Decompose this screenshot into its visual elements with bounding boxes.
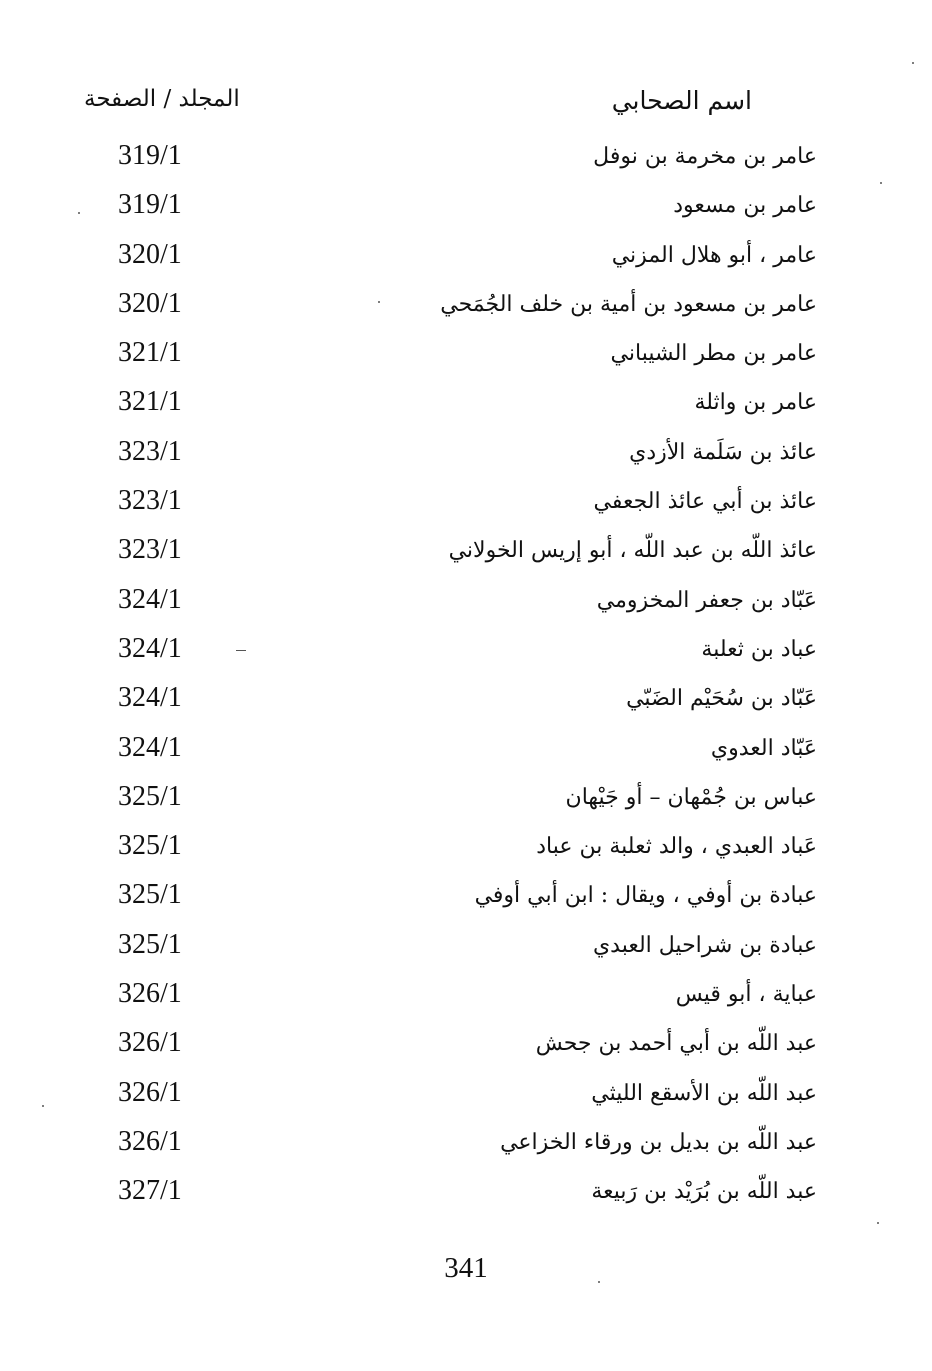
companion-name: عَباد العبدي ، والد ثعلبة بن عباد (536, 834, 817, 860)
volume-page-reference: 321/1 (118, 386, 182, 418)
volume-page-reference: 320/1 (118, 287, 182, 319)
volume-page-reference: 326/1 (118, 1027, 182, 1059)
volume-page-reference: 327/1 (118, 1175, 182, 1207)
list-item (0, 1075, 932, 1124)
list-item (0, 730, 932, 779)
list-item (0, 138, 932, 187)
table-header (0, 86, 932, 130)
list-item (0, 335, 932, 384)
volume-page-reference: 323/1 (118, 435, 182, 467)
list-item (0, 1025, 932, 1074)
volume-page-reference: 319/1 (118, 140, 182, 171)
list-item (0, 532, 932, 581)
list-item (0, 877, 932, 926)
companion-name: عبد اللّه بن أبي أحمد بن جحش (535, 1031, 817, 1057)
volume-page-reference: 320/1 (118, 238, 182, 270)
volume-page-column-heading: المجلد / الصفحة (84, 86, 240, 112)
scan-speck (880, 182, 882, 184)
list-item (0, 779, 932, 828)
companion-name: عبادة بن شراحيل العبدي (592, 932, 817, 958)
companion-name: عامر بن مخرمة بن نوفل (593, 144, 817, 169)
list-item (0, 384, 932, 433)
volume-page-reference: 324/1 (118, 731, 182, 763)
volume-page-reference: 325/1 (118, 879, 182, 911)
companion-name: عائذ بن أبي عائذ الجعفي (593, 489, 817, 515)
companion-name: عَبّاد بن سُحَيْم الضَبّي (626, 686, 817, 712)
page-number: 341 (444, 1252, 488, 1284)
companion-name: عبد اللّه بن بُرَيْد بن رَبيعة (591, 1179, 817, 1205)
list-item (0, 1173, 932, 1222)
companion-name: عائذ بن سَلَمة الأزدي (629, 439, 817, 465)
list-item (0, 976, 932, 1025)
scan-speck (598, 1281, 600, 1283)
companion-name: عامر بن واثلة (694, 390, 817, 416)
scan-speck (877, 1222, 879, 1224)
list-item (0, 680, 932, 729)
companion-name: عباس بن جُمْهان – أو جَيْهان (565, 784, 817, 810)
companion-name: عبد اللّه بن الأسقع الليثي (591, 1080, 817, 1106)
volume-page-reference: 321/1 (118, 337, 182, 369)
volume-page-reference: 325/1 (118, 830, 182, 862)
list-item (0, 286, 932, 335)
volume-page-reference: 323/1 (118, 534, 182, 566)
volume-page-reference: 326/1 (118, 1125, 182, 1157)
companion-name: عباية ، أبو قيس (675, 982, 817, 1008)
scan-speck (236, 650, 246, 651)
scan-speck (42, 1105, 44, 1107)
scan-speck (912, 62, 914, 64)
companions-index-list (0, 138, 932, 1223)
companion-name: عامر بن مسعود بن أمية بن خلف الجُمَحي (440, 291, 817, 317)
volume-page-reference: 325/1 (118, 928, 182, 960)
volume-page-reference: 324/1 (118, 682, 182, 714)
volume-page-reference: 324/1 (118, 583, 182, 615)
companion-name: عَبّاد العدوي (710, 735, 817, 761)
volume-page-reference: 326/1 (118, 1076, 182, 1108)
volume-page-reference: 319/1 (118, 189, 182, 221)
companion-name: عامر ، أبو هلال المزني (611, 242, 817, 268)
companion-name: عبادة بن أوفي ، ويقال : ابن أبي أوفي (474, 883, 817, 909)
companion-name: عائذ اللّه بن عبد اللّه ، أبو إريس الخولاني (448, 538, 817, 564)
volume-page-reference: 326/1 (118, 978, 182, 1010)
volume-page-reference: 324/1 (118, 632, 182, 664)
list-item (0, 187, 932, 236)
list-item (0, 237, 932, 286)
list-item (0, 631, 932, 680)
list-item (0, 927, 932, 976)
scan-speck (378, 301, 380, 303)
list-item (0, 828, 932, 877)
list-item (0, 434, 932, 483)
list-item (0, 1124, 932, 1173)
companion-name: عامر بن مسعود (673, 193, 817, 219)
companion-name: عامر بن مطر الشيباني (610, 341, 817, 367)
scan-speck (78, 212, 80, 214)
companion-name: عباد بن ثعلبة (701, 636, 817, 662)
volume-page-reference: 323/1 (118, 485, 182, 517)
list-item (0, 483, 932, 532)
companion-name: عَبّاد بن جعفر المخزومي (596, 587, 817, 613)
companion-name: عبد اللّه بن بديل بن ورقاء الخزاعي (500, 1129, 817, 1155)
name-column-heading: اسم الصحابي (611, 86, 752, 115)
volume-page-reference: 325/1 (118, 780, 182, 812)
list-item (0, 582, 932, 631)
